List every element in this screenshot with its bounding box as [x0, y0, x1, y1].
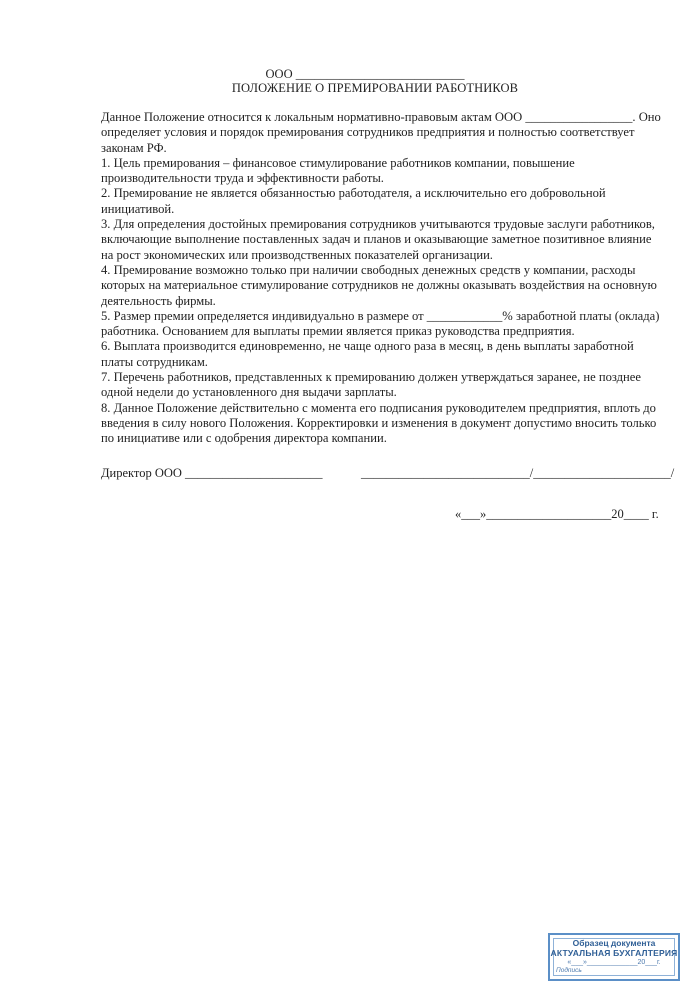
- stamp-caption: Образец документа: [572, 938, 656, 948]
- clause-4: 4. Премирование возможно только при наличии свободных денежных средств у компании, расходы которых на материальное стимулирование сотрудников не должны оказывать воздействия на основную деятельность фирмы.: [101, 262, 657, 308]
- sample-document-stamp: [548, 933, 680, 981]
- signature-name-fields: ___________________________/______________________/: [361, 466, 675, 480]
- stamp-brand: АКТУАЛЬНАЯ БУХГАЛТЕРИЯ: [550, 948, 678, 958]
- date-line: «___»____________________20____ г.: [455, 507, 659, 521]
- clause-5: 5. Размер премии определяется индивидуально в размере от ____________% заработной платы (оклада) работника. Основанием для выплаты премии является приказ руководства предприятия.: [101, 308, 660, 339]
- clause-6: 6. Выплата производится единовременно, не чаще одного раза в месяц, в день выплаты заработной платы сотрудникам.: [101, 339, 634, 369]
- document-body: [101, 110, 661, 447]
- clause-8: 8. Данное Положение действительно с момента его подписания руководителем предприятия, вплоть до введения в силу нового Положения. Корректировки и изменения в документ допустимо вносить только по инициативе или с одобрения директора компании.: [101, 400, 657, 446]
- stamp-date: «___»_____________20___г.: [567, 959, 661, 966]
- document-title: ПОЛОЖЕНИЕ О ПРЕМИРОВАНИИ РАБОТНИКОВ: [231, 81, 519, 95]
- clause-3: 3. Для определения достойных премирования сотрудников учитываются трудовые заслуги работников, включающие выполнение поставленных задач и планов и оказывающие заметное позитивное влияние на рост экономических или производственных показателей организации.: [101, 217, 655, 262]
- director-signature-label: Директор ООО ______________________: [101, 466, 323, 480]
- intro-paragraph: Данное Положение относится к локальным нормативно-правовым актам ООО _________________. Оно определяет условия и порядок премирования сотрудников предприятия и полностью соответствует законам РФ.: [101, 110, 661, 155]
- clause-7: 7. Перечень работников, представленных к премированию должен утверждаться заранее, не позднее одной недели до установленного дня выдачи зарплаты.: [101, 370, 641, 400]
- clause-1: 1. Цель премирования – финансовое стимулирование работников компании, повышение производительности труда и эффективности работы.: [101, 155, 575, 186]
- clause-2: 2. Премирование не является обязанностью работодателя, а исключительно его добровольной инициативой.: [101, 186, 606, 216]
- stamp-signature-label: Подпись: [556, 967, 582, 974]
- organization-name-line: ООО ___________________________: [265, 67, 465, 81]
- signature-row: [101, 465, 675, 481]
